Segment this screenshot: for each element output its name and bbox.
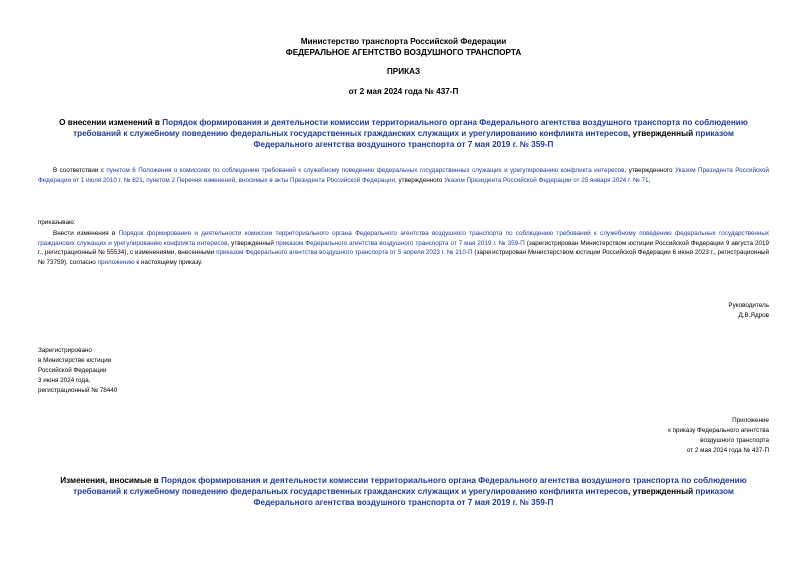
basis-text-1: В соответствии с [53, 167, 107, 174]
title-middle: , утвержденный [628, 129, 696, 138]
signature-block [728, 301, 769, 321]
changes-text-1: Внести изменения в [53, 230, 119, 237]
appendix-title-link-procedure[interactable]: Порядок формирования и деятельности комиссии территориального органа Федерального агентства воздушного транспорта по соблюдению требований к служебному поведению федеральных государственных гражданских служащих и урегулированию конфликта интересов [73, 476, 747, 496]
registration-date: 3 июня 2024 года, [38, 377, 91, 384]
title-link-procedure[interactable]: Порядок формирования и деятельности комиссии территориального органа Федерального агентства воздушного транспорта по соблюдению требований к служебному поведению федеральных государственных гражданских служащих и урегулированию конфликта интересов [73, 118, 748, 138]
changes-text-2: , утвержденный [227, 239, 276, 247]
changes-link-appendix[interactable]: приложению [97, 258, 135, 266]
basis-link-decree-821[interactable]: Указом Президента Российской Федерации от 1 июля 2010 г. № 821 [38, 167, 769, 184]
appendix-title [52, 475, 755, 508]
order-verb: приказываю: [38, 219, 76, 226]
changes-link-order-359[interactable]: приказом Федерального агентства воздушного транспорта от 7 мая 2019 г. № 359-П [275, 239, 525, 247]
document-title [52, 117, 755, 150]
title-link-order[interactable]: приказом Федерального агентства воздушного транспорта от 7 мая 2019 г. № 359-П [253, 129, 734, 149]
legal-basis [38, 166, 769, 185]
basis-link-regulation[interactable]: пунктом 6 Положения о комиссиях по соблюдению требований к служебному поведению федеральных государственных служащих и урегулированию конфликта интересов [106, 167, 625, 174]
registration-number: регистрационный № 78440 [38, 387, 118, 394]
appendix-block [668, 416, 769, 456]
appendix-line: воздушного транспорта [700, 437, 769, 444]
basis-text-4: , утвержденного [395, 176, 445, 184]
appendix-line: к приказу Федерального агентства [668, 427, 769, 434]
changes-text-5: к настоящему приказу. [134, 258, 203, 266]
appendix-line: Приложение [732, 417, 769, 424]
appendix-title-prefix: Изменения, вносимые в [60, 476, 162, 485]
basis-link-decree-71[interactable]: Указом Президента Российской Федерации от 25 января 2024 г. № 71 [444, 176, 649, 184]
changes-paragraph [38, 229, 769, 267]
document-header [38, 37, 769, 58]
changes-text-3: (зарегистрирован Министерством юстиции Российской Федерации 9 августа 2019 г., регистрационный № 55534), с изменениями, внесенными [38, 239, 769, 256]
appendix-line: от 2 мая 2024 года № 437-П [686, 447, 769, 454]
registration-line: Зарегистрировано [38, 347, 92, 354]
ministry-name: Министерство транспорта Российской Федерации [300, 37, 507, 46]
appendix-title-middle: , утвержденный [628, 487, 696, 496]
basis-text-3: , [142, 176, 147, 184]
registration-line: в Министерстве юстиции [38, 357, 112, 364]
registration-block [38, 346, 769, 396]
signer-name: Д.В.Ядров [738, 312, 769, 319]
basis-text-5: , [648, 176, 651, 184]
registration-line: Российской Федерации [38, 367, 107, 374]
signer-position: Руководитель [728, 302, 769, 309]
changes-text-4: (зарегистрирован Министерством юстиции Российской Федерации 6 июня 2023 г., регистрационный № 73759), согласно [38, 249, 770, 266]
order-word: ПРИКАЗ [386, 67, 421, 76]
appendix-title-link-order[interactable]: приказом Федерального агентства воздушного транспорта от 7 мая 2019 г. № 359-П [253, 487, 734, 507]
basis-text-2: , утвержденного [624, 167, 675, 174]
changes-link-order-210[interactable]: приказом Федерального агентства воздушного транспорта от 5 апреля 2023 г. № 210-П [216, 249, 473, 256]
title-prefix: О внесении изменений в [59, 118, 163, 127]
changes-link-procedure[interactable]: Порядок формирования и деятельности комиссии территориального органа Федерального агентства воздушного транспорта по соблюдению требований к служебному поведению федеральных государственных гражданских служащих и урегулированию конфликта интересов [38, 230, 769, 247]
agency-name: ФЕДЕРАЛЬНОЕ АГЕНТСТВО ВОЗДУШНОГО ТРАНСПОРТА [285, 47, 522, 57]
order-date: от 2 мая 2024 года № 437-П [348, 87, 459, 96]
basis-link-changes-list[interactable]: пунктом 2 Перечня изменений, вносимых в акты Президента Российской Федерации [146, 176, 395, 184]
